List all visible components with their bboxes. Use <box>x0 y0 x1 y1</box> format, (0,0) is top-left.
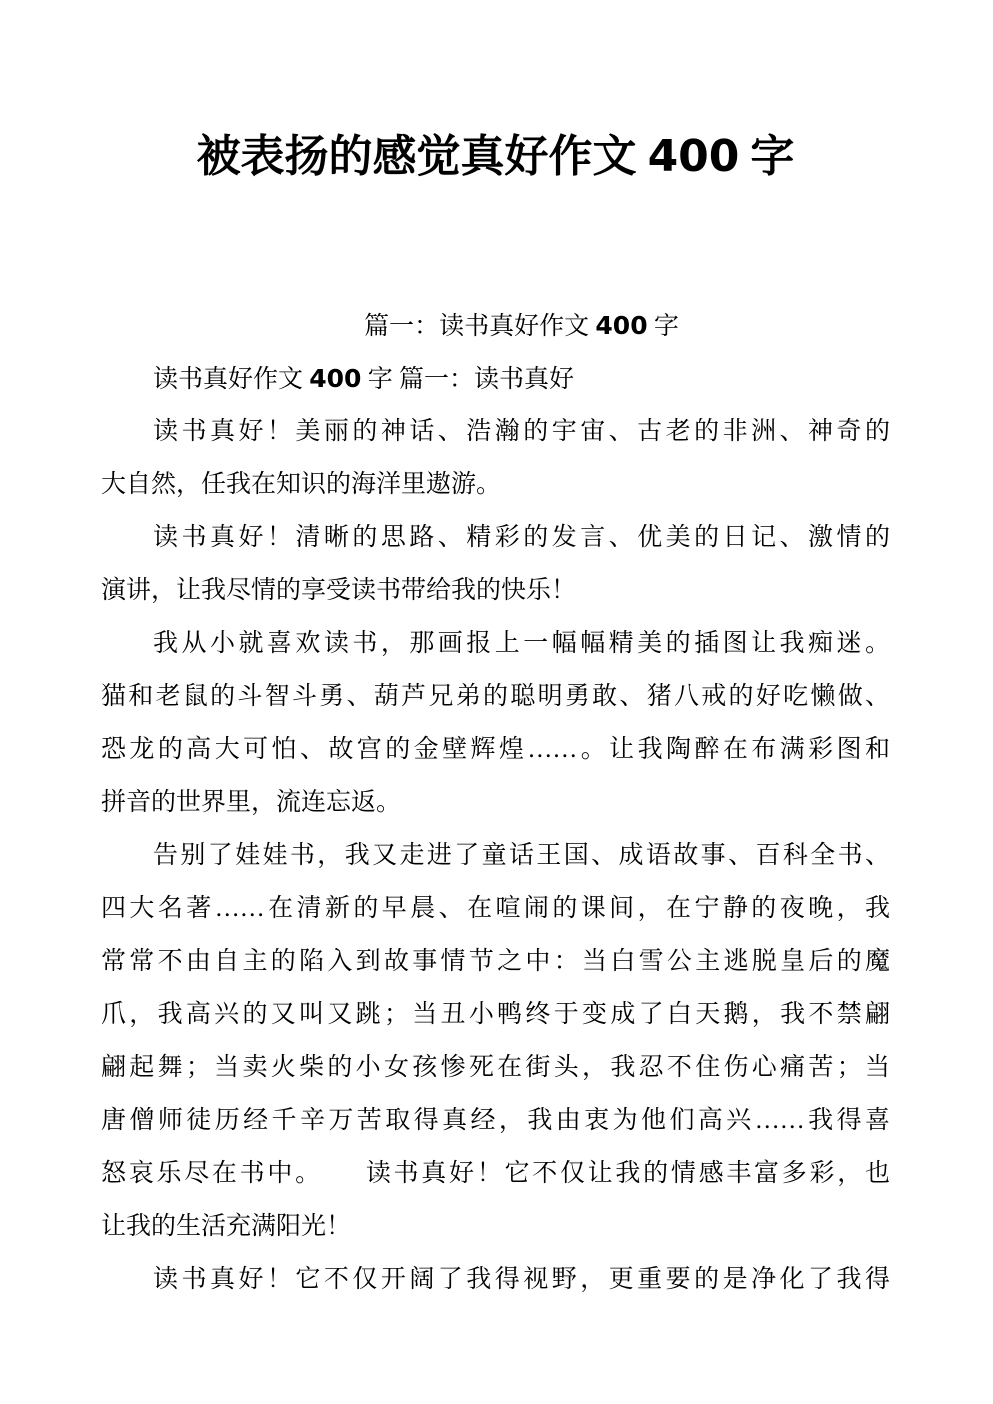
page-title: 被表扬的感觉真好作文 400 字 <box>196 131 795 182</box>
text-line: 让我的生活充满阳光！ <box>101 1213 352 1240</box>
text-line: 读书真好！美丽的神话、浩瀚的宇宙、古老的非洲、神奇的 <box>153 418 890 445</box>
text-line: 篇一：读书真好作文 400 字 <box>364 311 679 340</box>
text-line: 唐僧师徒历经千辛万苦取得真经，我由衷为他们高兴……我得喜 <box>101 1107 890 1134</box>
text-line: 演讲，让我尽情的享受读书带给我的快乐！ <box>101 577 577 604</box>
document-body <box>101 299 890 1306</box>
text-line: 大自然，任我在知识的海洋里遨游。 <box>101 471 502 498</box>
text-line: 怒哀乐尽在书中。 读书真好！它不仅让我的情感丰富多彩，也 <box>101 1160 890 1187</box>
numeric-text: 400 <box>647 131 740 182</box>
text-line: 我从小就喜欢读书，那画报上一幅幅精美的插图让我痴迷。 <box>153 630 890 657</box>
numeric-text: 400 <box>309 364 362 393</box>
text-line: 爪，我高兴的又叫又跳；当丑小鸭终于变成了白天鹅，我不禁翩 <box>101 1001 890 1028</box>
text-line: 恐龙的高大可怕、故宫的金壁辉煌……。让我陶醉在布满彩图和 <box>101 736 890 763</box>
numeric-text: 400 <box>595 311 648 340</box>
text-line: 告别了娃娃书，我又走进了童话王国、成语故事、百科全书、 <box>153 842 890 869</box>
text-line: 读书真好！清晰的思路、精彩的发言、优美的日记、激情的 <box>153 524 890 551</box>
text-line: 读书真好作文 400 字 篇一：读书真好 <box>153 364 574 393</box>
text-line: 四大名著……在清新的早晨、在喧闹的课间，在宁静的夜晚，我 <box>101 895 890 922</box>
text-line: 常常不由自主的陷入到故事情节之中：当白雪公主逃脱皇后的魔 <box>101 948 890 975</box>
text-line: 猫和老鼠的斗智斗勇、葫芦兄弟的聪明勇敢、猪八戒的好吃懒做、 <box>101 683 890 710</box>
text-line: 翩起舞；当卖火柴的小女孩惨死在街头，我忍不住伤心痛苦；当 <box>101 1054 890 1081</box>
text-line: 读书真好！它不仅开阔了我得视野，更重要的是净化了我得 <box>153 1266 890 1293</box>
text-line: 拼音的世界里，流连忘返。 <box>101 789 402 816</box>
